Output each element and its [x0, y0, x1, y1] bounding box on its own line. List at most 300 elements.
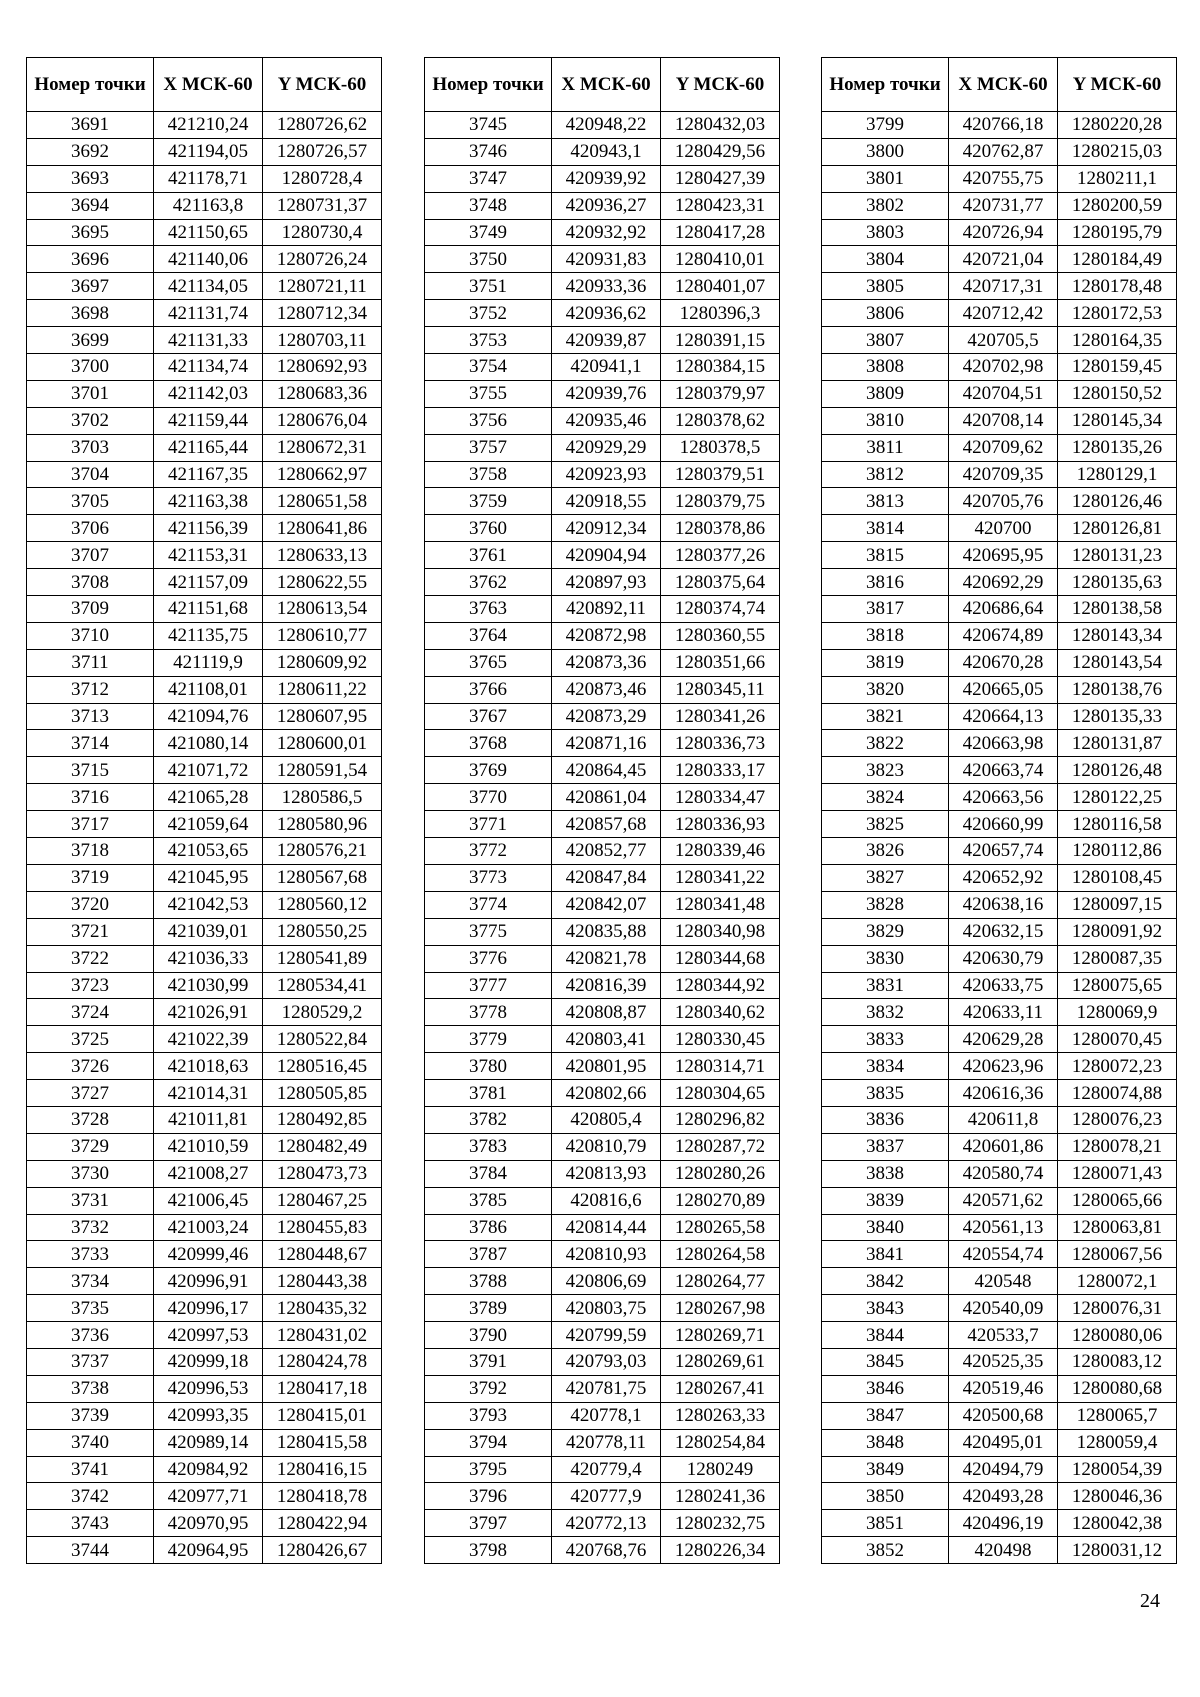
- table-row: [27, 945, 382, 972]
- x-coordinate-cell: 420993,35: [154, 1402, 263, 1429]
- point-number-cell: 3827: [822, 864, 949, 891]
- point-number-cell: 3787: [425, 1241, 552, 1268]
- y-coordinate-cell: 1280075,65: [1058, 972, 1177, 999]
- table-row: [822, 1133, 1177, 1160]
- y-coordinate-cell: 1280112,86: [1058, 838, 1177, 865]
- point-number-cell: 3775: [425, 918, 552, 945]
- table-row: [822, 542, 1177, 569]
- point-number-cell: 3828: [822, 891, 949, 918]
- y-coordinate-cell: 1280076,31: [1058, 1295, 1177, 1322]
- table-row: [27, 461, 382, 488]
- table-row: [425, 1483, 780, 1510]
- y-coordinate-cell: 1280336,73: [661, 730, 780, 757]
- table-row: [27, 1053, 382, 1080]
- point-number-cell: 3769: [425, 757, 552, 784]
- point-number-cell: 3714: [27, 730, 154, 757]
- point-number-cell: 3729: [27, 1133, 154, 1160]
- point-number-cell: 3763: [425, 596, 552, 623]
- table-row: [425, 192, 780, 219]
- point-number-cell: 3757: [425, 434, 552, 461]
- point-number-cell: 3744: [27, 1537, 154, 1564]
- y-coordinate-cell: 1280422,94: [263, 1510, 382, 1537]
- point-number-cell: 3699: [27, 327, 154, 354]
- y-coordinate-cell: 1280145,34: [1058, 407, 1177, 434]
- y-coordinate-cell: 1280344,68: [661, 945, 780, 972]
- y-coordinate-cell: 1280415,01: [263, 1402, 382, 1429]
- header-point-number: Номер точки: [822, 58, 949, 112]
- point-number-cell: 3816: [822, 569, 949, 596]
- point-number-cell: 3779: [425, 1026, 552, 1053]
- x-coordinate-cell: 420918,55: [552, 488, 661, 515]
- x-coordinate-cell: 420929,29: [552, 434, 661, 461]
- point-number-cell: 3849: [822, 1456, 949, 1483]
- x-coordinate-cell: 421131,33: [154, 327, 263, 354]
- x-coordinate-cell: 420816,39: [552, 972, 661, 999]
- y-coordinate-cell: 1280116,58: [1058, 811, 1177, 838]
- point-number-cell: 3810: [822, 407, 949, 434]
- table-row: [425, 300, 780, 327]
- y-coordinate-cell: 1280067,56: [1058, 1241, 1177, 1268]
- y-coordinate-cell: 1280097,15: [1058, 891, 1177, 918]
- y-coordinate-cell: 1280417,18: [263, 1375, 382, 1402]
- table-row: [425, 1053, 780, 1080]
- point-number-cell: 3749: [425, 219, 552, 246]
- table-row: [27, 138, 382, 165]
- x-coordinate-cell: 420801,95: [552, 1053, 661, 1080]
- x-coordinate-cell: 420857,68: [552, 811, 661, 838]
- x-coordinate-cell: 420652,92: [949, 864, 1058, 891]
- point-number-cell: 3831: [822, 972, 949, 999]
- x-coordinate-cell: 420810,79: [552, 1133, 661, 1160]
- y-coordinate-cell: 1280054,39: [1058, 1456, 1177, 1483]
- table-row: [822, 918, 1177, 945]
- x-coordinate-cell: 420709,62: [949, 434, 1058, 461]
- point-number-cell: 3801: [822, 165, 949, 192]
- y-coordinate-cell: 1280712,34: [263, 300, 382, 327]
- y-coordinate-cell: 1280046,36: [1058, 1483, 1177, 1510]
- point-number-cell: 3807: [822, 327, 949, 354]
- y-coordinate-cell: 1280172,53: [1058, 300, 1177, 327]
- table-row: [27, 1187, 382, 1214]
- table-row: [27, 622, 382, 649]
- y-coordinate-cell: 1280423,31: [661, 192, 780, 219]
- point-number-cell: 3778: [425, 999, 552, 1026]
- x-coordinate-cell: 421165,44: [154, 434, 263, 461]
- y-coordinate-cell: 1280379,97: [661, 380, 780, 407]
- point-number-cell: 3792: [425, 1375, 552, 1402]
- x-coordinate-cell: 421042,53: [154, 891, 263, 918]
- x-coordinate-cell: 421151,68: [154, 596, 263, 623]
- table-row: [822, 730, 1177, 757]
- point-number-cell: 3837: [822, 1133, 949, 1160]
- table-body: [425, 112, 780, 1564]
- point-number-cell: 3738: [27, 1375, 154, 1402]
- x-coordinate-cell: 421157,09: [154, 569, 263, 596]
- x-coordinate-cell: 420948,22: [552, 112, 661, 139]
- x-coordinate-cell: 421140,06: [154, 246, 263, 273]
- point-number-cell: 3793: [425, 1402, 552, 1429]
- coordinates-table-2: [424, 57, 780, 1564]
- y-coordinate-cell: 1280522,84: [263, 1026, 382, 1053]
- table-row: [425, 596, 780, 623]
- table-row: [27, 434, 382, 461]
- x-coordinate-cell: 420533,7: [949, 1322, 1058, 1349]
- x-coordinate-cell: 420803,41: [552, 1026, 661, 1053]
- x-coordinate-cell: 420616,36: [949, 1080, 1058, 1107]
- y-coordinate-cell: 1280267,98: [661, 1295, 780, 1322]
- point-number-cell: 3726: [27, 1053, 154, 1080]
- point-number-cell: 3776: [425, 945, 552, 972]
- x-coordinate-cell: 420561,13: [949, 1214, 1058, 1241]
- x-coordinate-cell: 421018,63: [154, 1053, 263, 1080]
- point-number-cell: 3797: [425, 1510, 552, 1537]
- x-coordinate-cell: 421010,59: [154, 1133, 263, 1160]
- x-coordinate-cell: 420999,46: [154, 1241, 263, 1268]
- x-coordinate-cell: 421006,45: [154, 1187, 263, 1214]
- x-coordinate-cell: 420793,03: [552, 1348, 661, 1375]
- y-coordinate-cell: 1280410,01: [661, 246, 780, 273]
- table-row: [425, 354, 780, 381]
- header-x-coordinate: X МСК-60: [552, 58, 661, 112]
- point-number-cell: 3740: [27, 1429, 154, 1456]
- point-number-cell: 3704: [27, 461, 154, 488]
- y-coordinate-cell: 1280467,25: [263, 1187, 382, 1214]
- point-number-cell: 3808: [822, 354, 949, 381]
- x-coordinate-cell: 420632,15: [949, 918, 1058, 945]
- y-coordinate-cell: 1280135,33: [1058, 703, 1177, 730]
- point-number-cell: 3798: [425, 1537, 552, 1564]
- y-coordinate-cell: 1280378,5: [661, 434, 780, 461]
- x-coordinate-cell: 420816,6: [552, 1187, 661, 1214]
- point-number-cell: 3783: [425, 1133, 552, 1160]
- y-coordinate-cell: 1280672,31: [263, 434, 382, 461]
- x-coordinate-cell: 421036,33: [154, 945, 263, 972]
- y-coordinate-cell: 1280416,15: [263, 1456, 382, 1483]
- y-coordinate-cell: 1280424,78: [263, 1348, 382, 1375]
- table-row: [425, 327, 780, 354]
- point-number-cell: 3742: [27, 1483, 154, 1510]
- table-row: [822, 811, 1177, 838]
- point-number-cell: 3692: [27, 138, 154, 165]
- y-coordinate-cell: 1280417,28: [661, 219, 780, 246]
- point-number-cell: 3795: [425, 1456, 552, 1483]
- point-number-cell: 3800: [822, 138, 949, 165]
- y-coordinate-cell: 1280135,26: [1058, 434, 1177, 461]
- y-coordinate-cell: 1280429,56: [661, 138, 780, 165]
- table-row: [822, 246, 1177, 273]
- x-coordinate-cell: 420897,93: [552, 569, 661, 596]
- point-number-cell: 3715: [27, 757, 154, 784]
- x-coordinate-cell: 420633,75: [949, 972, 1058, 999]
- y-coordinate-cell: 1280730,4: [263, 219, 382, 246]
- point-number-cell: 3818: [822, 622, 949, 649]
- point-number-cell: 3734: [27, 1268, 154, 1295]
- x-coordinate-cell: 420705,76: [949, 488, 1058, 515]
- point-number-cell: 3754: [425, 354, 552, 381]
- point-number-cell: 3814: [822, 515, 949, 542]
- point-number-cell: 3829: [822, 918, 949, 945]
- table-row: [822, 407, 1177, 434]
- table-row: [425, 784, 780, 811]
- x-coordinate-cell: 421039,01: [154, 918, 263, 945]
- table-row: [27, 918, 382, 945]
- x-coordinate-cell: 421134,05: [154, 273, 263, 300]
- x-coordinate-cell: 421071,72: [154, 757, 263, 784]
- point-number-cell: 3739: [27, 1402, 154, 1429]
- x-coordinate-cell: 420939,92: [552, 165, 661, 192]
- table-row: [27, 165, 382, 192]
- table-row: [822, 1537, 1177, 1564]
- header-x-coordinate: X МСК-60: [154, 58, 263, 112]
- table-row: [27, 649, 382, 676]
- y-coordinate-cell: 1280071,43: [1058, 1160, 1177, 1187]
- y-coordinate-cell: 1280378,62: [661, 407, 780, 434]
- y-coordinate-cell: 1280078,21: [1058, 1133, 1177, 1160]
- table-row: [822, 434, 1177, 461]
- table-row: [27, 354, 382, 381]
- table-row: [822, 112, 1177, 139]
- table-row: [425, 569, 780, 596]
- y-coordinate-cell: 1280241,36: [661, 1483, 780, 1510]
- point-number-cell: 3844: [822, 1322, 949, 1349]
- y-coordinate-cell: 1280087,35: [1058, 945, 1177, 972]
- y-coordinate-cell: 1280264,77: [661, 1268, 780, 1295]
- point-number-cell: 3803: [822, 219, 949, 246]
- point-number-cell: 3780: [425, 1053, 552, 1080]
- table-row: [425, 1080, 780, 1107]
- point-number-cell: 3846: [822, 1375, 949, 1402]
- x-coordinate-cell: 420802,66: [552, 1080, 661, 1107]
- table-row: [822, 300, 1177, 327]
- header-point-number: Номер точки: [27, 58, 154, 112]
- point-number-cell: 3727: [27, 1080, 154, 1107]
- table-row: [822, 864, 1177, 891]
- point-number-cell: 3743: [27, 1510, 154, 1537]
- table-row: [27, 703, 382, 730]
- x-coordinate-cell: 420835,88: [552, 918, 661, 945]
- y-coordinate-cell: 1280435,32: [263, 1295, 382, 1322]
- y-coordinate-cell: 1280336,93: [661, 811, 780, 838]
- table-row: [27, 757, 382, 784]
- table-row: [822, 999, 1177, 1026]
- y-coordinate-cell: 1280378,86: [661, 515, 780, 542]
- table-row: [425, 1241, 780, 1268]
- x-coordinate-cell: 420633,11: [949, 999, 1058, 1026]
- table-row: [27, 569, 382, 596]
- x-coordinate-cell: 421134,74: [154, 354, 263, 381]
- point-number-cell: 3767: [425, 703, 552, 730]
- x-coordinate-cell: 421059,64: [154, 811, 263, 838]
- table-row: [822, 1187, 1177, 1214]
- x-coordinate-cell: 420873,46: [552, 676, 661, 703]
- table-row: [822, 1348, 1177, 1375]
- y-coordinate-cell: 1280178,48: [1058, 273, 1177, 300]
- table-row: [822, 676, 1177, 703]
- point-number-cell: 3820: [822, 676, 949, 703]
- header-y-coordinate: Y МСК-60: [1058, 58, 1177, 112]
- table-row: [822, 138, 1177, 165]
- point-number-cell: 3753: [425, 327, 552, 354]
- y-coordinate-cell: 1280184,49: [1058, 246, 1177, 273]
- table-row: [822, 273, 1177, 300]
- table-row: [425, 1348, 780, 1375]
- point-number-cell: 3796: [425, 1483, 552, 1510]
- point-number-cell: 3748: [425, 192, 552, 219]
- table-row: [822, 515, 1177, 542]
- table-row: [822, 327, 1177, 354]
- table-row: [425, 918, 780, 945]
- table-row: [425, 945, 780, 972]
- table-row: [822, 1375, 1177, 1402]
- table-row: [822, 891, 1177, 918]
- y-coordinate-cell: 1280611,22: [263, 676, 382, 703]
- table-row: [822, 461, 1177, 488]
- x-coordinate-cell: 420933,36: [552, 273, 661, 300]
- table-row: [822, 354, 1177, 381]
- x-coordinate-cell: 421194,05: [154, 138, 263, 165]
- header-y-coordinate: Y МСК-60: [263, 58, 382, 112]
- table-row: [27, 1160, 382, 1187]
- x-coordinate-cell: 420779,4: [552, 1456, 661, 1483]
- table-row: [425, 112, 780, 139]
- y-coordinate-cell: 1280455,83: [263, 1214, 382, 1241]
- x-coordinate-cell: 420939,87: [552, 327, 661, 354]
- point-number-cell: 3843: [822, 1295, 949, 1322]
- y-coordinate-cell: 1280080,06: [1058, 1322, 1177, 1349]
- table-row: [425, 1295, 780, 1322]
- y-coordinate-cell: 1280721,11: [263, 273, 382, 300]
- y-coordinate-cell: 1280059,4: [1058, 1429, 1177, 1456]
- x-coordinate-cell: 421159,44: [154, 407, 263, 434]
- x-coordinate-cell: 420777,9: [552, 1483, 661, 1510]
- point-number-cell: 3694: [27, 192, 154, 219]
- table-row: [27, 999, 382, 1026]
- point-number-cell: 3766: [425, 676, 552, 703]
- point-number-cell: 3731: [27, 1187, 154, 1214]
- table-row: [425, 811, 780, 838]
- table-row: [822, 488, 1177, 515]
- y-coordinate-cell: 1280443,38: [263, 1268, 382, 1295]
- table-row: [27, 730, 382, 757]
- point-number-cell: 3702: [27, 407, 154, 434]
- y-coordinate-cell: 1280334,47: [661, 784, 780, 811]
- x-coordinate-cell: 421065,28: [154, 784, 263, 811]
- point-number-cell: 3691: [27, 112, 154, 139]
- y-coordinate-cell: 1280379,75: [661, 488, 780, 515]
- point-number-cell: 3703: [27, 434, 154, 461]
- y-coordinate-cell: 1280211,1: [1058, 165, 1177, 192]
- y-coordinate-cell: 1280249: [661, 1456, 780, 1483]
- y-coordinate-cell: 1280340,98: [661, 918, 780, 945]
- point-number-cell: 3721: [27, 918, 154, 945]
- point-number-cell: 3724: [27, 999, 154, 1026]
- x-coordinate-cell: 420803,75: [552, 1295, 661, 1322]
- x-coordinate-cell: 421131,74: [154, 300, 263, 327]
- point-number-cell: 3750: [425, 246, 552, 273]
- y-coordinate-cell: 1280143,54: [1058, 649, 1177, 676]
- x-coordinate-cell: 420611,8: [949, 1106, 1058, 1133]
- point-number-cell: 3813: [822, 488, 949, 515]
- table-row: [425, 515, 780, 542]
- table-row: [425, 999, 780, 1026]
- x-coordinate-cell: 420778,1: [552, 1402, 661, 1429]
- point-number-cell: 3790: [425, 1322, 552, 1349]
- y-coordinate-cell: 1280063,81: [1058, 1214, 1177, 1241]
- y-coordinate-cell: 1280304,65: [661, 1080, 780, 1107]
- point-number-cell: 3755: [425, 380, 552, 407]
- x-coordinate-cell: 420726,94: [949, 219, 1058, 246]
- point-number-cell: 3745: [425, 112, 552, 139]
- y-coordinate-cell: 1280072,23: [1058, 1053, 1177, 1080]
- point-number-cell: 3708: [27, 569, 154, 596]
- point-number-cell: 3728: [27, 1106, 154, 1133]
- x-coordinate-cell: 420861,04: [552, 784, 661, 811]
- y-coordinate-cell: 1280122,25: [1058, 784, 1177, 811]
- point-number-cell: 3693: [27, 165, 154, 192]
- point-number-cell: 3698: [27, 300, 154, 327]
- point-number-cell: 3768: [425, 730, 552, 757]
- x-coordinate-cell: 420692,29: [949, 569, 1058, 596]
- x-coordinate-cell: 420996,17: [154, 1295, 263, 1322]
- x-coordinate-cell: 420996,91: [154, 1268, 263, 1295]
- y-coordinate-cell: 1280415,58: [263, 1429, 382, 1456]
- table-row: [27, 1268, 382, 1295]
- table-row: [822, 945, 1177, 972]
- x-coordinate-cell: 420999,18: [154, 1348, 263, 1375]
- point-number-cell: 3839: [822, 1187, 949, 1214]
- point-number-cell: 3751: [425, 273, 552, 300]
- y-coordinate-cell: 1280065,66: [1058, 1187, 1177, 1214]
- point-number-cell: 3730: [27, 1160, 154, 1187]
- table-row: [425, 703, 780, 730]
- point-number-cell: 3695: [27, 219, 154, 246]
- x-coordinate-cell: 421163,38: [154, 488, 263, 515]
- table-row: [822, 1510, 1177, 1537]
- x-coordinate-cell: 420799,59: [552, 1322, 661, 1349]
- table-row: [425, 1375, 780, 1402]
- point-number-cell: 3756: [425, 407, 552, 434]
- point-number-cell: 3817: [822, 596, 949, 623]
- y-coordinate-cell: 1280126,48: [1058, 757, 1177, 784]
- point-number-cell: 3819: [822, 649, 949, 676]
- point-number-cell: 3706: [27, 515, 154, 542]
- x-coordinate-cell: 420939,76: [552, 380, 661, 407]
- y-coordinate-cell: 1280613,54: [263, 596, 382, 623]
- table-row: [822, 219, 1177, 246]
- y-coordinate-cell: 1280529,2: [263, 999, 382, 1026]
- x-coordinate-cell: 420864,45: [552, 757, 661, 784]
- x-coordinate-cell: 420495,01: [949, 1429, 1058, 1456]
- y-coordinate-cell: 1280703,11: [263, 327, 382, 354]
- table-row: [27, 811, 382, 838]
- table-row: [27, 1510, 382, 1537]
- table-row: [27, 407, 382, 434]
- x-coordinate-cell: 420805,4: [552, 1106, 661, 1133]
- table-row: [27, 1322, 382, 1349]
- point-number-cell: 3733: [27, 1241, 154, 1268]
- table-header-row: [822, 58, 1177, 112]
- y-coordinate-cell: 1280072,1: [1058, 1268, 1177, 1295]
- point-number-cell: 3804: [822, 246, 949, 273]
- x-coordinate-cell: 421119,9: [154, 649, 263, 676]
- point-number-cell: 3752: [425, 300, 552, 327]
- x-coordinate-cell: 420984,92: [154, 1456, 263, 1483]
- point-number-cell: 3830: [822, 945, 949, 972]
- table-row: [425, 434, 780, 461]
- x-coordinate-cell: 420494,79: [949, 1456, 1058, 1483]
- point-number-cell: 3735: [27, 1295, 154, 1322]
- point-number-cell: 3821: [822, 703, 949, 730]
